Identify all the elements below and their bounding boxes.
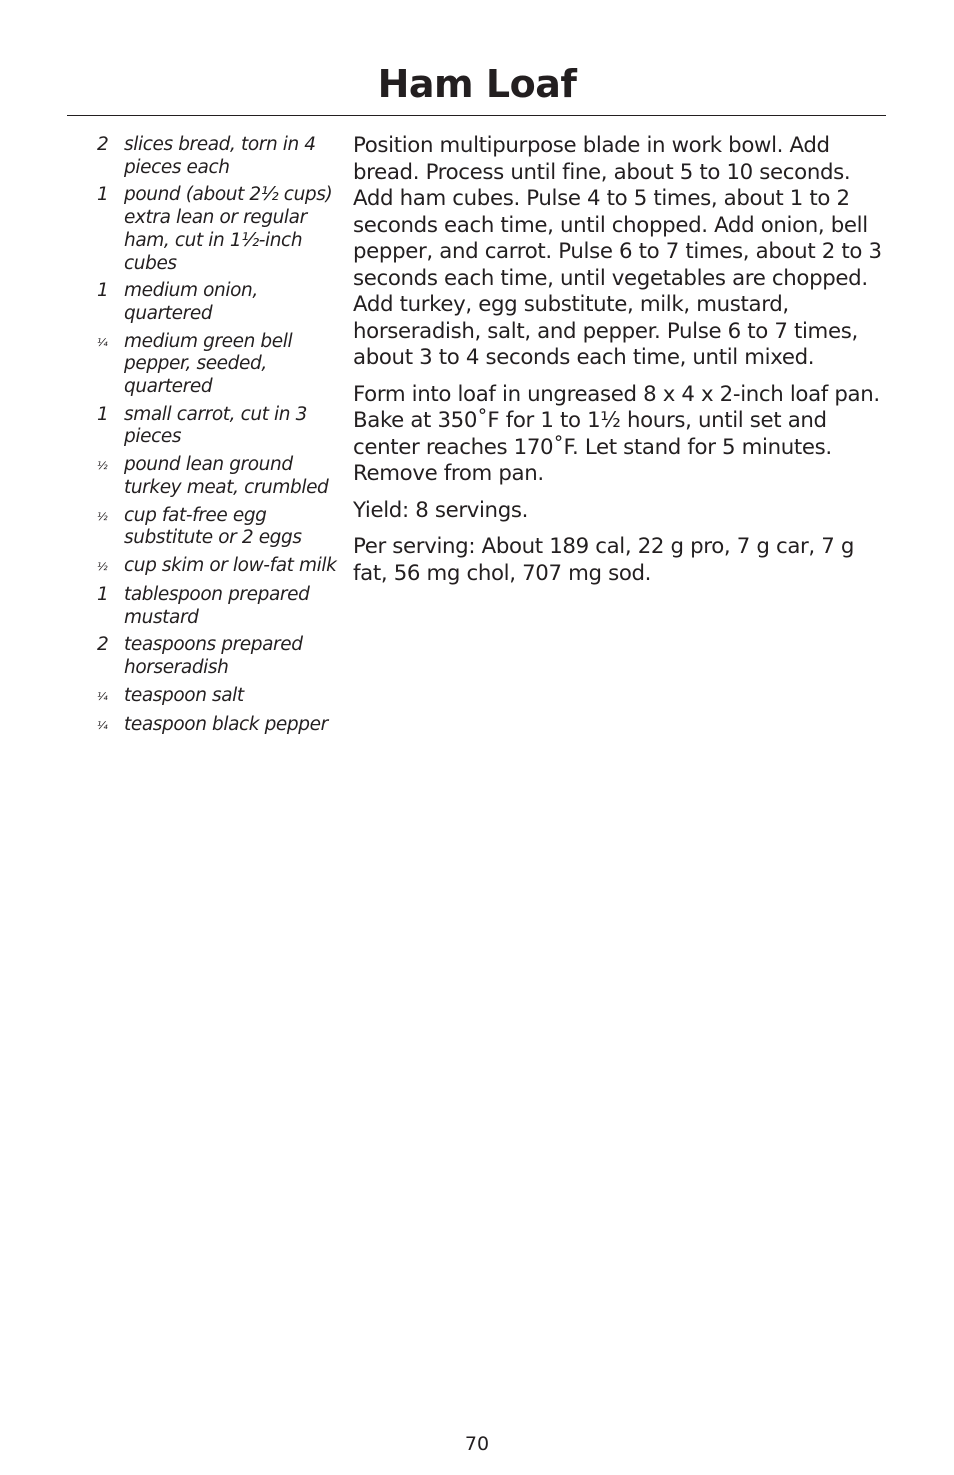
ingredient-quantity: 1: [97, 583, 109, 605]
ingredient-text: cup skim or low-fat milk: [124, 554, 337, 576]
ingredient-quantity: 1: [97, 184, 109, 206]
ingredient-text: teaspoon salt: [124, 684, 244, 706]
ingredient-text: pound (about 2½ cups) extra lean or regular ham, cut in 1½-inch cubes: [124, 184, 333, 274]
ingredient-text: teaspoon black pepper: [124, 713, 328, 735]
ingredient-quantity: 2: [97, 134, 109, 155]
ingredient-item: [97, 134, 337, 179]
title-divider: [67, 115, 886, 116]
ingredient-quantity: ½: [97, 459, 107, 473]
instruction-paragraph: Form into loaf in ungreased 8 x 4 x 2-inch loaf pan. Bake at 350˚F for 1 to 1½ hours, until set and center reaches 170˚F. Let stand for 5 minutes. Remove from pan.: [353, 381, 880, 486]
ingredient-item: [97, 584, 337, 629]
ingredient-item: [97, 505, 337, 550]
ingredient-quantity: ½: [97, 509, 107, 523]
ingredient-item: [97, 454, 337, 499]
page-title: Ham Loaf: [377, 62, 577, 106]
ingredient-list: [97, 134, 337, 743]
ingredient-quantity: ¼: [97, 718, 107, 732]
ingredient-quantity: ¼: [97, 335, 107, 349]
ingredient-item: [97, 184, 337, 275]
ingredient-item: [97, 685, 337, 709]
ingredient-text: medium green bell pepper, seeded, quartered: [124, 330, 293, 398]
yield-text: Yield: 8 servings.: [353, 497, 529, 523]
ingredient-text: cup fat-free egg substitute or 2 eggs: [124, 504, 302, 549]
page-number: 70: [464, 1433, 490, 1455]
instruction-paragraph: Position multipurpose blade in work bowl. Add bread. Process until fine, about 5 to 10 seconds. Add ham cubes. Pulse 4 to 5 times, about 1 to 2 seconds each time, until chopped. Add onion, bell pepper, and carrot. Pulse 6 to 7 times, about 2 to 3 seconds each time, until vegetables are chopped. Add turkey, egg substitute, milk, mustard, horseradish, salt, and pepper. Pulse 6 to 7 times, about 3 to 4 seconds each time, until mixed.: [353, 133, 882, 370]
ingredient-text: pound lean ground turkey meat, crumbled: [124, 454, 329, 498]
ingredient-quantity: 1: [97, 403, 109, 425]
ingredient-quantity: ¼: [97, 689, 107, 703]
ingredient-item: [97, 280, 337, 325]
ingredient-text: teaspoons prepared horseradish: [124, 634, 303, 679]
ingredient-text: slices bread, torn in 4 pieces each: [124, 134, 316, 178]
ingredient-item: [97, 634, 337, 679]
ingredient-text: small carrot, cut in 3 pieces: [124, 403, 307, 448]
ingredient-item: [97, 404, 337, 449]
ingredient-quantity: 2: [97, 634, 109, 656]
ingredient-item: [97, 331, 337, 399]
nutrition-text: Per serving: About 189 cal, 22 g pro, 7 g car, 7 g fat, 56 mg chol, 707 mg sod.: [353, 534, 855, 586]
ingredient-text: tablespoon prepared mustard: [124, 583, 310, 628]
ingredient-item: [97, 555, 337, 579]
ingredient-quantity: ½: [97, 559, 107, 573]
ingredient-text: medium onion, quartered: [124, 280, 258, 324]
ingredient-item: [97, 714, 337, 738]
ingredient-quantity: 1: [97, 280, 109, 302]
instructions: [353, 133, 888, 597]
